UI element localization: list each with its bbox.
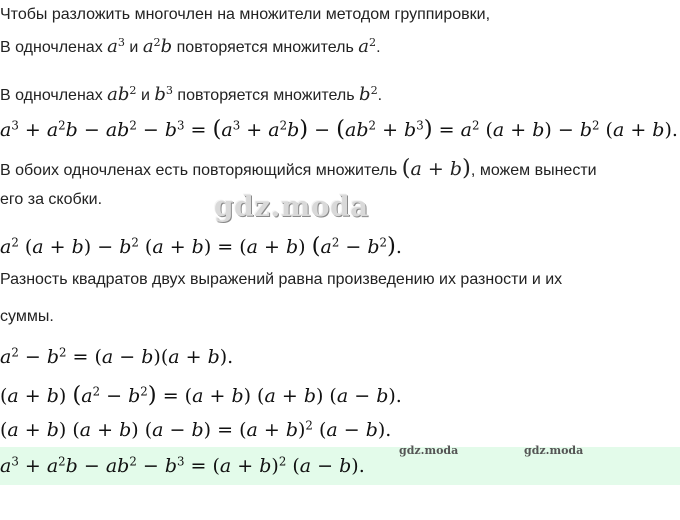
formula-a-plus-b: (a + b) <box>401 155 471 181</box>
equation-substitute: (a + b) $(a^2 - b^2) = (a + b) (a + b) (a - b)$. <box>0 382 402 408</box>
equation-factor-out: $a^2$ $(a + b) - b^2$ (a + b) = (a + b) $(a^2 - b^2)$. <box>0 233 402 259</box>
text-segment: В одночленах <box>0 39 108 56</box>
formula-a2b: $a^2b$ <box>142 35 173 57</box>
paragraph-difference-of-squares: Разность квадратов двух выражений равна произведению их разности и их <box>0 271 563 288</box>
equation-grouping: $a^3 + a^2b - ab^2 - b^3 = (a^3 + a^2b) - (ab^2 + b^3) = a^2$ $(a + b) - b^2$ (a + b). <box>0 116 678 142</box>
equation-difference-of-squares: $a^2 - b^2 = (a - b)(a + b)$. <box>0 345 234 368</box>
formula-a3: $a^3$ <box>107 35 125 57</box>
text-segment: и <box>136 87 155 104</box>
watermark-small-2: gdz.moda <box>524 444 584 457</box>
equation-collapse-square: (a + b) (a + b) $(a - b) = (a + b)^2$ (a − b). <box>0 418 392 441</box>
text-segment: В обоих одночленах есть повторяющийся множитель <box>0 162 402 179</box>
text-segment: повторяется множитель <box>172 39 359 56</box>
paragraph-common-factor-a2: В одночленах $a^3$ и $a^2b$ повторяется множитель $a^2$. <box>0 35 381 57</box>
paragraph-take-out: его за скобки. <box>0 191 103 208</box>
text-segment: и <box>124 39 143 56</box>
equation-final-answer: $a^3 + a^2b - ab^2 - b^3 = (a + b)^2$ (a − b). <box>0 454 365 477</box>
paragraph-sum: суммы. <box>0 308 54 325</box>
watermark-logo: gdz.moda <box>214 190 369 223</box>
formula-b2: $b^2$ <box>359 83 378 105</box>
text-segment: , можем вынести <box>470 162 597 179</box>
formula-b3: $b^3$ <box>154 83 173 105</box>
text-segment: повторяется множитель <box>172 87 360 104</box>
watermark-small-1: gdz.moda <box>399 444 459 457</box>
paragraph-common-binomial <box>0 155 597 181</box>
text-segment: В одночленах <box>0 87 108 104</box>
formula-ab2: $ab^2$ <box>107 83 137 105</box>
formula-a2: $a^2$ <box>358 35 377 57</box>
paragraph-common-factor-b2: В одночленах $ab^2$ и $b^3$ повторяется множитель $b^2$. <box>0 83 383 105</box>
paragraph-intro: Чтобы разложить многочлен на множители методом группировки, <box>0 6 491 23</box>
